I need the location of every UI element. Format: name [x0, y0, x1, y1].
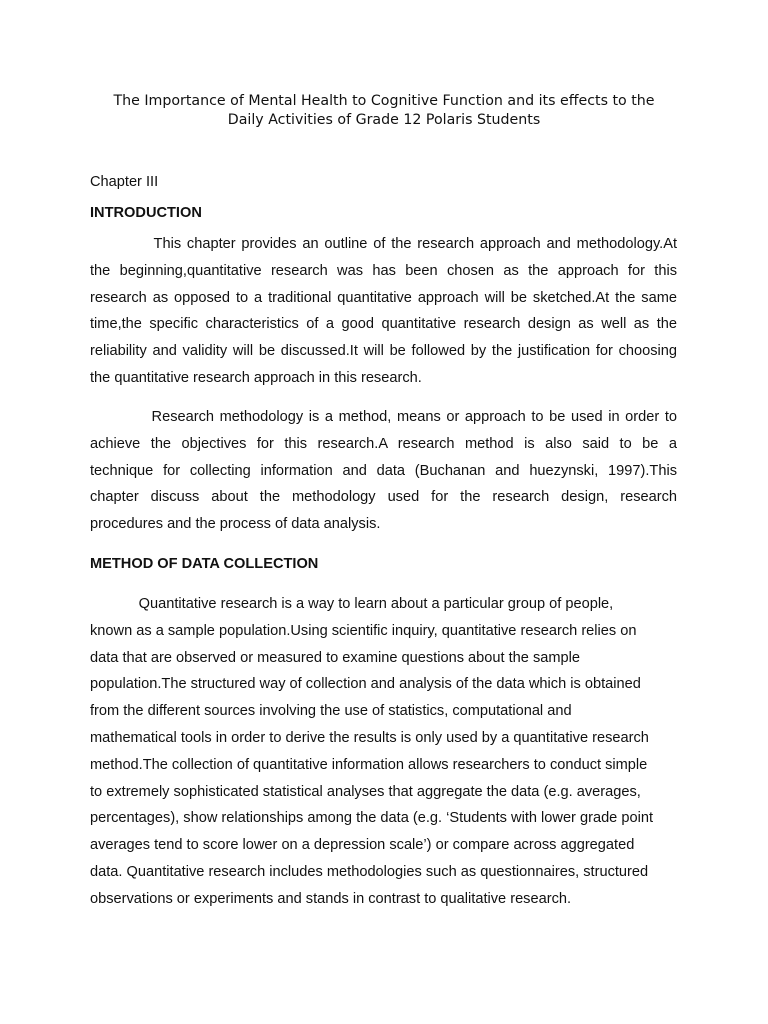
paragraph-line: the beginning,quantitative research was has been chosen as the approach for this — [90, 262, 677, 279]
introduction-heading: INTRODUCTION — [90, 205, 202, 221]
paragraph-line: chapter discuss about the methodology used for the research design, research — [90, 489, 677, 506]
introduction-paragraph-1 — [90, 231, 677, 392]
paragraph-line: achieve the objectives for this research.A research method is also said to be a — [90, 435, 677, 452]
paragraph-line: mathematical tools in order to derive the results is only used by a quantitative research — [90, 729, 649, 746]
paragraph-line: percentages), show relationships among the data (e.g. ‘Students with lower grade point — [90, 810, 653, 827]
paragraph-line: known as a sample population.Using scientific inquiry, quantitative research relies on — [90, 622, 637, 639]
paragraph-line: the quantitative research approach in this research. — [90, 369, 422, 386]
paragraph-line: observations or experiments and stands in contrast to qualitative research. — [90, 890, 572, 907]
paragraph-line: time,the specific characteristics of a good quantitative research design as well as the — [90, 316, 677, 333]
method-heading: METHOD OF DATA COLLECTION — [90, 556, 319, 572]
paragraph-line: research as opposed to a traditional quantitative approach will be sketched.At the same — [90, 289, 677, 306]
paragraph-line: population.The structured way of collection and analysis of the data which is obtained — [90, 676, 641, 693]
document-title — [80, 92, 688, 130]
paragraph-line: from the different sources involving the use of statistics, computational and — [90, 703, 572, 720]
title-line: Daily Activities of Grade 12 Polaris Students — [227, 112, 541, 128]
paragraph-line: to extremely sophisticated statistical analyses that aggregate the data (e.g. averages, — [90, 783, 641, 800]
paragraph-line: method.The collection of quantitative information allows researchers to conduct simple — [90, 756, 648, 773]
chapter-label: Chapter III — [90, 174, 159, 190]
paragraph-line: Quantitative research is a way to learn about a particular group of people, — [90, 596, 614, 612]
paragraph-line: data that are observed or measured to examine questions about the sample — [90, 649, 581, 666]
introduction-paragraph-2 — [90, 404, 677, 538]
title-line: The Importance of Mental Health to Cognitive Function and its effects to the — [113, 93, 655, 109]
method-paragraph — [90, 591, 677, 913]
paragraph-line: procedures and the process of data analysis. — [90, 516, 381, 533]
paragraph-line: averages tend to score lower on a depression scale’) or compare across aggregated — [90, 837, 635, 854]
paragraph-line: Research methodology is a method, means or approach to be used in order to — [90, 409, 677, 425]
paragraph-line: This chapter provides an outline of the research approach and methodology.At — [90, 236, 677, 252]
paragraph-line: data. Quantitative research includes methodologies such as questionnaires, structured — [90, 863, 649, 880]
paragraph-line: reliability and validity will be discussed.It will be followed by the justification for choosing — [90, 343, 677, 360]
paragraph-line: technique for collecting information and data (Buchanan and huezynski, 1997).This — [90, 462, 677, 479]
